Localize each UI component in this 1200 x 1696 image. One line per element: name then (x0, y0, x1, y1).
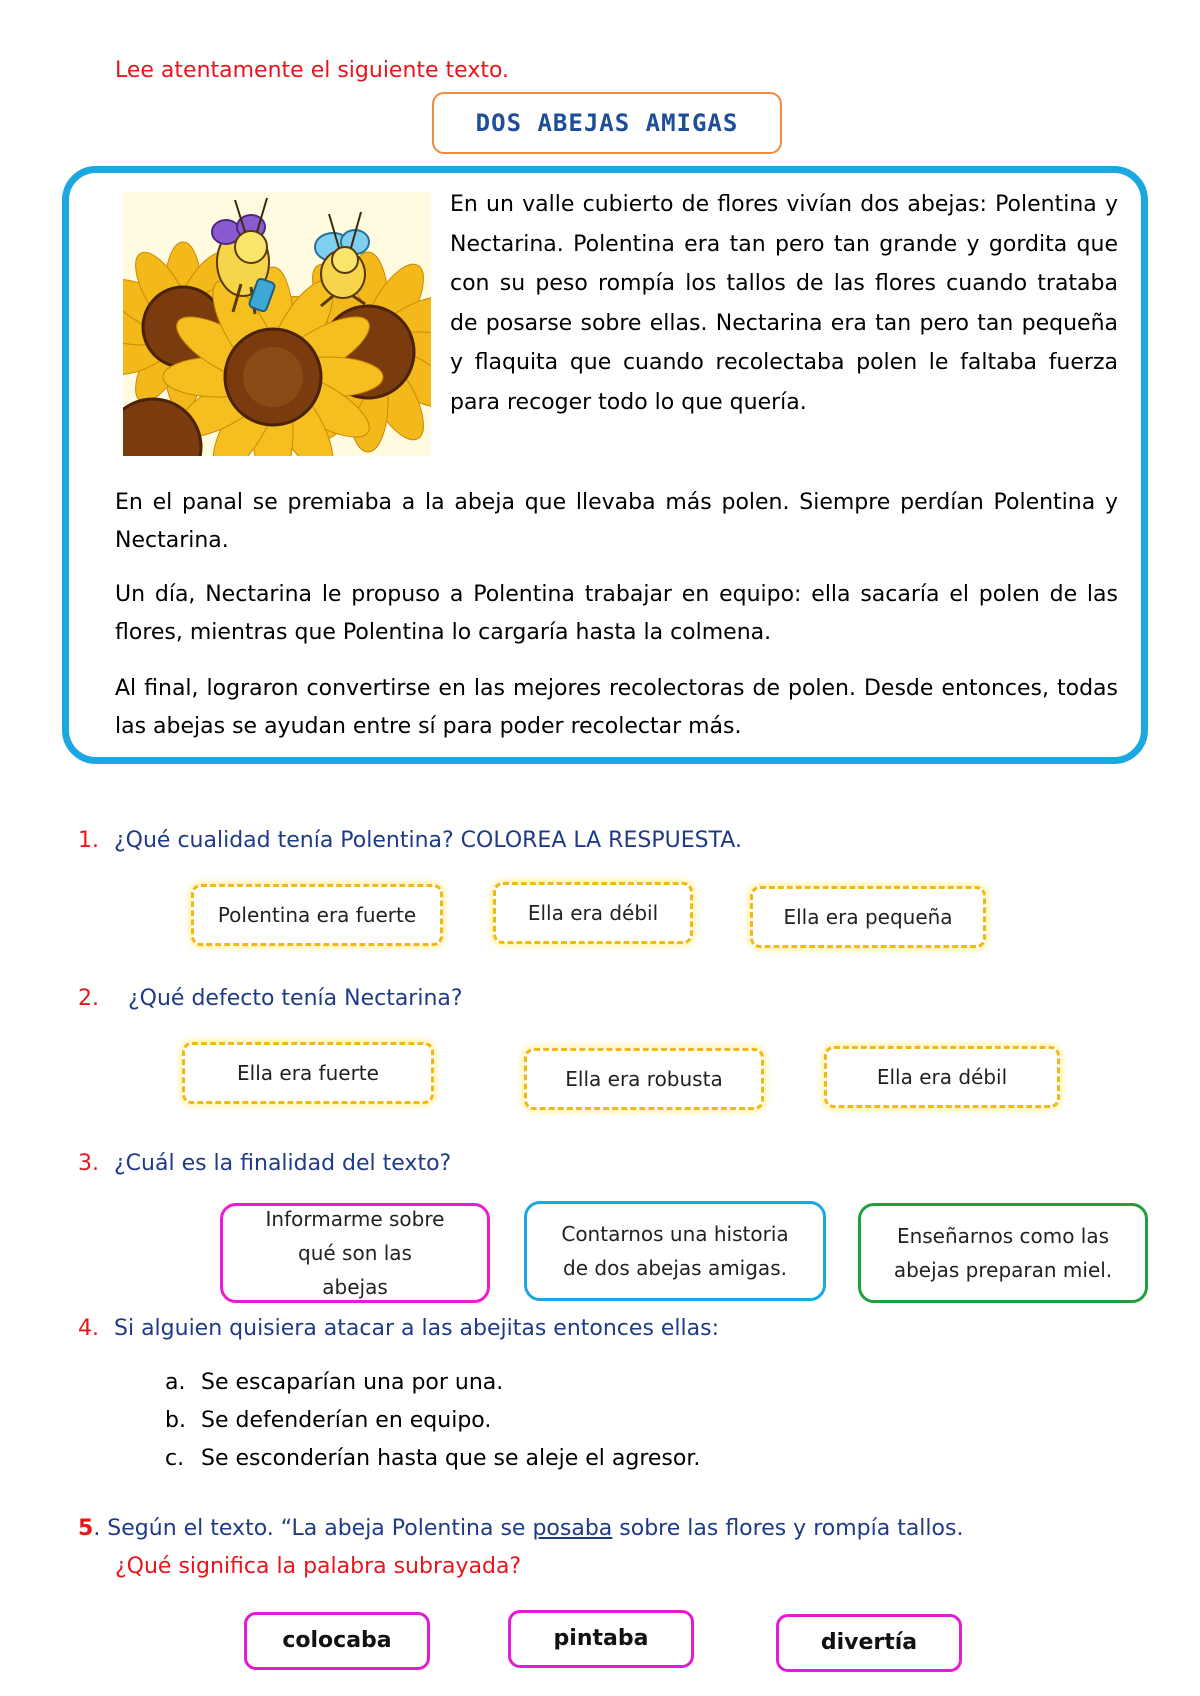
answer-option[interactable]: Enseñarnos como las abejas preparan miel. (858, 1203, 1148, 1303)
story-paragraph-4: Al final, lograron convertirse en las mejores recolectoras de polen. Desde entonces, todas las abejas se ayudan entre sí para poder recolectar más. (115, 676, 1118, 739)
list-item (165, 1408, 491, 1433)
list-letter: b. (165, 1408, 186, 1433)
question-text: ¿Qué defecto tenía Nectarina? (128, 986, 463, 1011)
answer-option[interactable]: Contarnos una historia de dos abejas amigas. (524, 1201, 826, 1301)
question-text: ¿Cuál es la finalidad del texto? (114, 1151, 452, 1176)
story-paragraph-3: Un día, Nectarina le propuso a Polentina trabajar en equipo: ella sacaría el polen de las flores, mientras que Polentina lo cargaría hasta la colmena. (115, 582, 1118, 645)
instruction: Lee atentamente el siguiente texto. (115, 58, 510, 83)
answer-option[interactable]: Ella era fuerte (182, 1042, 434, 1104)
question-text: . Según el texto. “La abeja Polentina se (93, 1516, 533, 1541)
answer-option[interactable]: divertía (776, 1614, 962, 1672)
question-text: Si alguien quisiera atacar a las abejitas entonces ellas: (114, 1316, 720, 1341)
answer-option[interactable]: colocaba (244, 1612, 430, 1670)
question-5 (78, 1510, 1138, 1586)
answer-option[interactable]: Polentina era fuerte (191, 884, 443, 946)
list-letter: c. (165, 1446, 185, 1471)
question-2 (78, 986, 463, 1011)
list-item (165, 1446, 700, 1471)
story-title: DOS ABEJAS AMIGAS (432, 92, 782, 154)
question-number: 1. (78, 828, 99, 853)
question-1 (78, 828, 742, 853)
question-4 (78, 1316, 719, 1341)
question-number: 2. (78, 986, 99, 1011)
question-number: 3. (78, 1151, 99, 1176)
question-text-end: sobre las flores y rompía tallos. (612, 1516, 964, 1541)
answer-option[interactable]: Ella era débil (493, 882, 693, 944)
list-text: Se defenderían en equipo. (201, 1408, 492, 1433)
question-number: 4. (78, 1316, 99, 1341)
question-3 (78, 1151, 451, 1176)
question-subtext: ¿Qué significa la palabra subrayada? (115, 1554, 522, 1579)
answer-option[interactable]: Ella era pequeña (750, 886, 986, 948)
question-number: 5 (78, 1516, 94, 1541)
answer-option[interactable]: Informarme sobre qué son las abejas (220, 1203, 490, 1303)
list-letter: a. (165, 1370, 186, 1395)
answer-option[interactable]: Ella era robusta (524, 1048, 764, 1110)
list-text: Se escaparían una por una. (201, 1370, 504, 1395)
underlined-word: posaba (532, 1516, 613, 1541)
list-text: Se esconderían hasta que se aleje el agresor. (201, 1446, 701, 1471)
answer-option[interactable]: pintaba (508, 1610, 694, 1668)
story-paragraph-2: En el panal se premiaba a la abeja que llevaba más polen. Siempre perdían Polentina y Nectarina. (115, 490, 1118, 553)
bees-sunflowers-illustration (123, 192, 431, 456)
story-intro: En un valle cubierto de flores vivían dos abejas: Polentina y Nectarina. Polentina era tan pero tan grande y gordita que con su peso rompía los tallos de las flores cuando trataba de posarse sobre ellas. Nectarina era tan pero tan pequeña y flaquita que cuando recolectaba polen le faltaba fuerza para recoger todo lo que quería. (450, 192, 1118, 415)
list-item (165, 1370, 503, 1395)
question-text: ¿Qué cualidad tenía Polentina? COLOREA LA RESPUESTA. (114, 828, 742, 853)
answer-option[interactable]: Ella era débil (824, 1046, 1060, 1108)
